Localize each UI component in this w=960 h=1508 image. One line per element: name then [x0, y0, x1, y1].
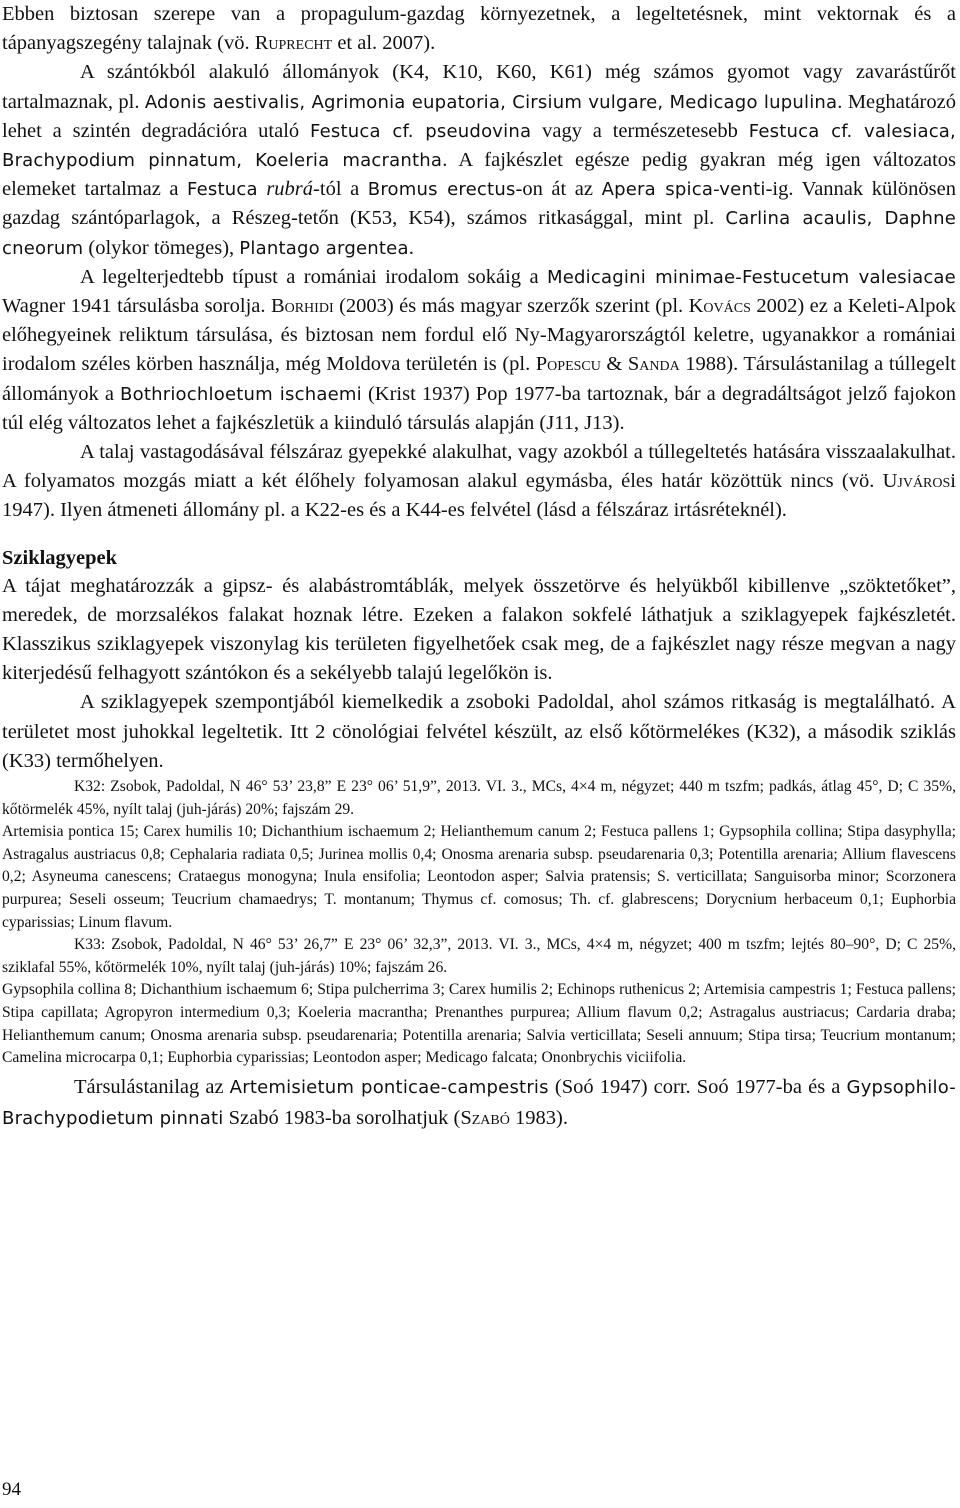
text-run: A talaj vastagodásával félszáraz gyepekké alakulhat, vagy azokból a túllegeltetés hatására visszaalakulhat. A folyamatos mozgás miatt a két élőhely folyamosan alakul egymásba, éles határ közöttük nincs (vö.	[2, 441, 956, 493]
text-run: Carlina acaulis, Daphne cneorum	[2, 208, 956, 259]
text-run: -on át az	[515, 178, 602, 201]
text-run: Apera spica-venti	[601, 179, 766, 201]
text-run: Festuca cf. pseudovina	[309, 120, 532, 142]
text-run: -tól a	[313, 178, 368, 201]
text-run: vagy a természetesebb	[531, 119, 749, 142]
text-run: A legelterjedtebb típust a romániai irodalom sokáig a	[80, 265, 547, 288]
text-run: K32: Zsobok, Padoldal, N 46° 53’ 23,8” E 23° 06’ 51,9”, 2013. VI. 3., MCs, 4×4 m, négyzet; 440 m tszfm; padkás, átlag 45°, D; C 35%, kőtörmelék 45%, nyílt talaj (juh-járás) 20%; fajszám 29.	[2, 778, 956, 818]
releve-k33-species	[2, 979, 956, 1069]
text-run: A szántókból alakuló állományok (K4, K10, K60, K61) még számos gyomot vagy zavarástűrőt tartalmaznak, pl.	[2, 61, 956, 113]
text-run: K33: Zsobok, Padoldal, N 46° 53’ 26,7” E 23° 06’ 32,3”, 2013. VI. 3., MCs, 4×4 m, négyzet; 400 m tszfm; lejtés 80–90°, D; C 25%, sziklafal 55%, kőtörmelék 10%, nyílt talaj (juh-járás) 10%; fajszám 26.	[2, 936, 956, 976]
text-run: Adonis aestivalis, Agrimonia eupatoria, Cirsium vulgare, Medicago lupulina	[144, 91, 838, 113]
text-run: Plantago argentea	[239, 237, 409, 259]
page-number: 94	[2, 1479, 21, 1500]
text-run: Wagner 1941 társulásba sorolja.	[2, 295, 271, 318]
text-run: 1983).	[509, 1106, 568, 1129]
paragraph-padoldal	[2, 688, 956, 776]
text-run: Ruprecht	[254, 32, 333, 55]
text-run: Artemisietum ponticae-campestris	[229, 1076, 549, 1098]
paragraph-tarsulastan	[2, 1072, 956, 1134]
text-run: Gypsophilo-Brachypodietum pinnati	[2, 1076, 956, 1129]
text-run: A sziklagyepek szempontjából kiemelkedik a zsoboki Padoldal, ahol számos ritkaság is megtalálható. A területet most juhokkal legeltetik. Itt 2 cönológiai felvétel készült, az első kőtörmelékes (K32), a második sziklás (K33) termőhelyen.	[2, 691, 956, 772]
releve-k32-header	[2, 776, 956, 821]
text-run: . A fajkészlet egésze pedig gyakran még igen változatos elemeket tartalmaz a	[2, 149, 956, 201]
text-run: Festuca cf. valesiaca, Brachypodium pinnatum, Koeleria macrantha	[2, 120, 956, 172]
text-run: Szabó 1983-ba sorolhatjuk (	[223, 1106, 461, 1129]
paragraph-legelterjedtebb	[2, 263, 956, 438]
text-run: Kovács	[688, 295, 751, 318]
releve-k32-species	[2, 821, 956, 934]
paragraph-szantok	[2, 58, 956, 262]
text-run: Társulástanilag az	[74, 1075, 230, 1098]
text-run: Ebben biztosan szerepe van a propagulum-gazdag környezetnek, a legeltetésnek, mint vektornak és a tápanyagszegény talajnak (vö.	[2, 3, 956, 55]
text-run: Popescu	[535, 353, 601, 376]
text-run: Sanda	[627, 353, 680, 376]
text-run: Gypsophila collina 8; Dichanthium ischaemum 6; Stipa pulcherrima 3; Carex humilis 2; Echinops ruthenicus 2; Artemisia campestris 1; Festuca pallens; Stipa capillata; Agropyron intermedium 0,3; Koeleria macrantha; Prenanthes purpurea; Allium flavum 0,2; Astragalus austriacus; Cardaria draba; Helianthemum canum; Onosma arenaria subsp. pseudarenaria; Potentilla arenaria; Salvia verticillata; Seseli annuum; Stipa tirsa; Teucrium montanum; Camelina microcarpa 0,1; Euphorbia cyparissias; Leontodon asper; Medicago falcata; Ononbrychis viciifolia.	[2, 981, 956, 1067]
text-run: (olykor tömeges),	[83, 236, 240, 259]
text-run: Borhidi	[270, 295, 334, 318]
text-run: Artemisia pontica 15; Carex humilis 10; Dichanthium ischaemum 2; Helianthemum canum 2; Festuca pallens 1; Gypsophila collina; Stipa dasyphylla; Astragalus austriacus 0,8; Cephalaria radiata 0,5; Jurinea mollis 0,4; Onosma arenaria subsp. pseudarenaria 0,3; Potentilla arenaria; Allium flavescens 0,2; Asyneuma canescens; Crataegus monogyna; Inula ensifolia; Leontodon asper; Salvia pratensis; S. verticillata; Sanguisorba minor; Scorzonera purpurea; Seseli osseum; Teucrium chamaedrys; T. montanum; Thymus cf. comosus; Th. cf. glabrescens; Dorycnium herbaceum 0,1; Euphorbia cyparissias; Linum flavum.	[2, 823, 956, 931]
text-run: rubrá	[257, 178, 314, 201]
paragraph-talaj	[2, 438, 956, 526]
text-run: . Meghatározó lehet a szintén degradációra utaló	[2, 90, 956, 142]
text-run: Medicagini minimae-Festucetum valesiacae	[546, 266, 956, 288]
text-run: Festuca	[187, 179, 258, 201]
text-run: Bothriochloetum ischaemi	[120, 383, 362, 405]
text-run: 2002) ez a Keleti-Alpok előhegyeinek reliktum társulása, és biztosan nem fordul elő Ny-Magyarországtól keletre, ugyanakkor a romániai irodalom széles körben használja, még Moldova területén is (pl.	[2, 295, 956, 376]
text-run: .	[408, 236, 414, 259]
text-run: A tájat meghatározzák a gipsz- és alabástromtáblák, melyek összetörve és helyükből kibillenve „szöktetőket”, meredek, de morzsalékos falakat hoznak létre. Ezeken a falakon sokfelé láthatjuk a sziklagyepek fajkészletét. Klasszikus sziklagyepek viszonylag kis területen figyelhetőek csak meg, de a fajkészlet nagy része megvan a nagy kiterjedésű felhagyott szántókon és a sekélyebb talajú legelőkön is.	[2, 574, 956, 685]
text-run: -ig. Vannak különösen gazdag szántóparlagok, a Részeg-tetőn (K53, K54), számos ritkasággal, mint pl.	[2, 178, 956, 230]
paragraph-propagulum	[2, 0, 956, 58]
text-run: (2003) és más magyar szerzők szerint (pl.	[333, 295, 689, 318]
text-run: et al. 2007).	[332, 32, 436, 55]
text-run: 1988). Társulástanilag a túllegelt állományok a	[2, 353, 956, 405]
page-text	[2, 0, 956, 1134]
text-run: Bromus erectus	[367, 179, 516, 201]
text-run: i 1947). Ilyen átmeneti állomány pl. a K22-es és a K44-es felvétel (lásd a félszáraz irtásréteknél).	[2, 470, 956, 522]
section-gap	[2, 526, 956, 544]
releve-k33-header	[2, 934, 956, 979]
text-run: Szabó	[460, 1106, 510, 1129]
text-run: (Krist 1937) Pop 1977-ba tartoznak, bár a degradáltságot jelző fajokon túl elég változatos lehet a fajkészletük a kiinduló társulás alapján (J11, J13).	[2, 382, 956, 434]
text-run: &	[600, 353, 628, 376]
section-heading: Sziklagyepek	[2, 546, 118, 569]
text-run: Ujváros	[882, 470, 951, 493]
paragraph-taj	[2, 572, 956, 689]
text-run: (Soó 1947) corr. Soó 1977-ba és a	[548, 1075, 847, 1098]
